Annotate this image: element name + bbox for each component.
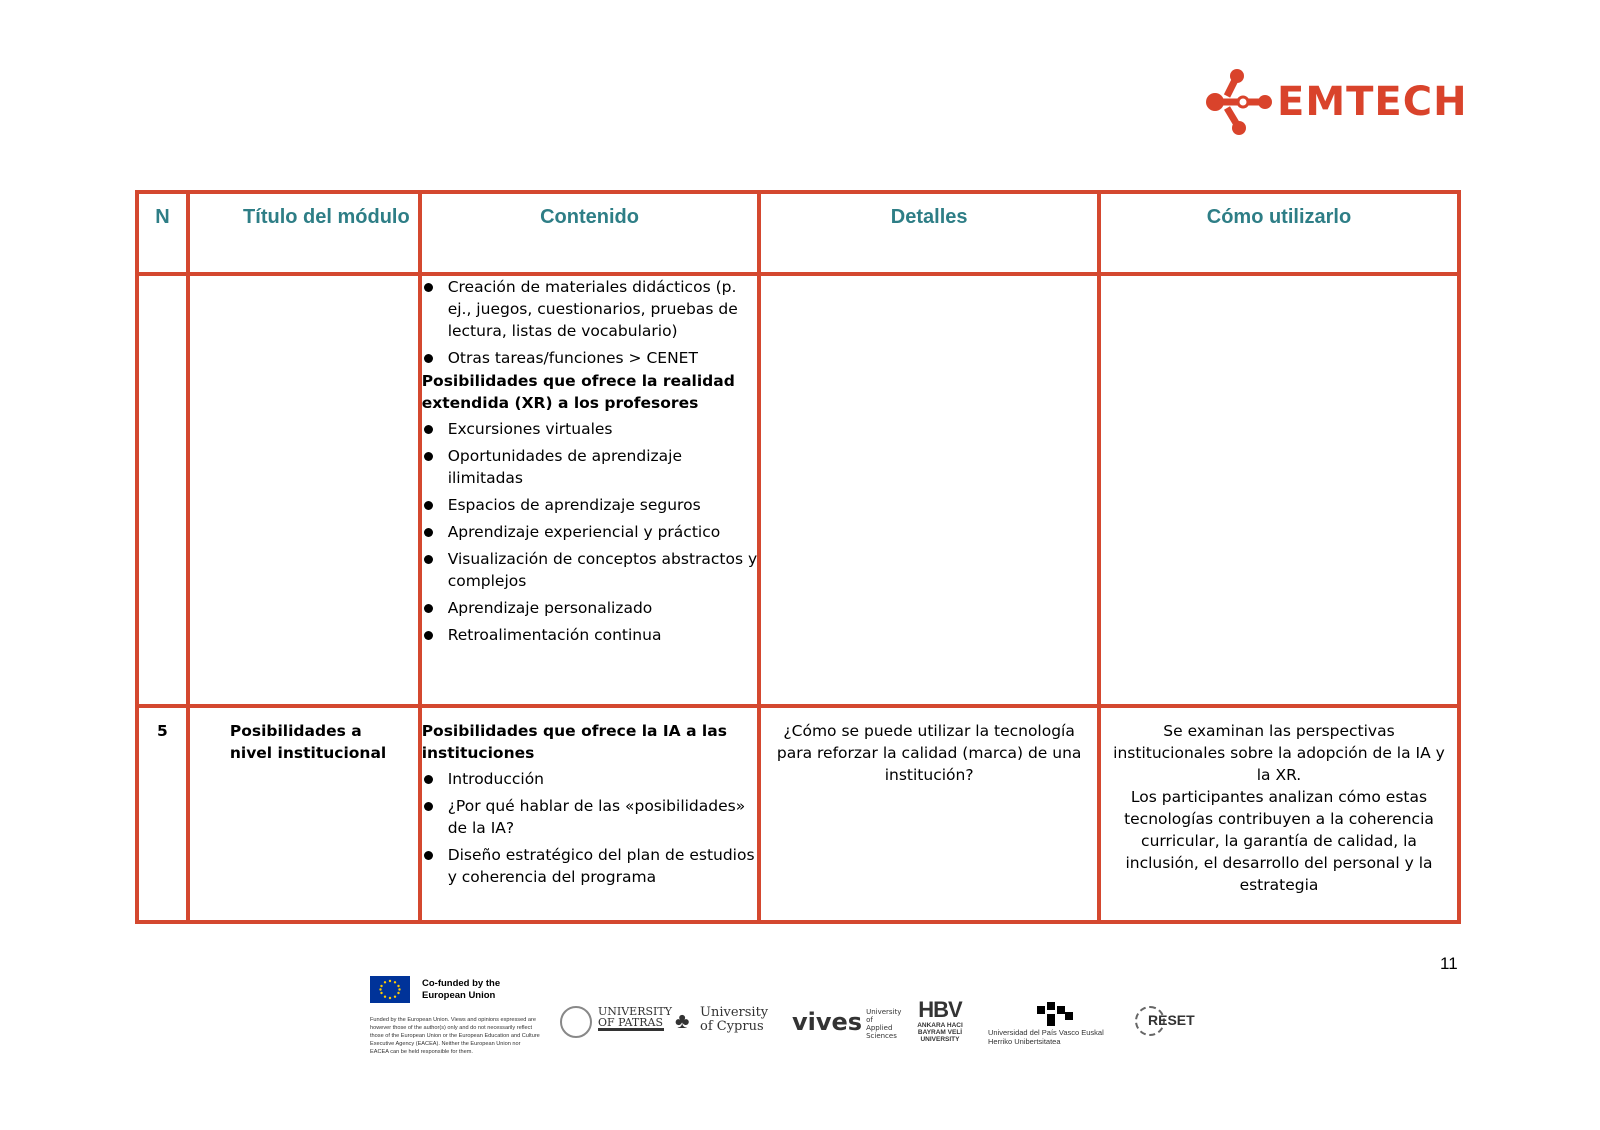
emtech-wordmark: EMTECH [1277,79,1468,125]
eu-flag-icon [370,976,410,1003]
content-subheading: Posibilidades que ofrece la realidad extendida (XR) a los profesores [421,372,735,412]
patras-seal-icon [560,1006,592,1038]
header-how-to-use: Cómo utilizarlo [1099,192,1459,274]
bullet-list [422,418,758,646]
cell-how [1099,274,1459,706]
list-item: Introducción [422,768,758,790]
eu-cofunded-text: Co-funded by the European Union [422,978,501,1001]
list-item: Creación de materiales didácticos (p. ej., juegos, cuestionarios, pruebas de lectura, listas de vocabulario) [422,276,758,342]
patras-logo-text: UNIVERSITY OF PATRAS [598,1005,672,1029]
cell-content [420,274,760,706]
ehu-logo-text: Universidad del País Vasco Euskal Herriko Unibertsitatea [988,1028,1104,1046]
list-item: Otras tareas/funciones > CENET [422,347,758,369]
vives-logo-text: vives [792,1008,863,1036]
list-item: Visualización de conceptos abstractos y complejos [422,548,758,592]
hbv-sub-text: ANKARA HACI BAYRAM VELİ UNIVERSITY [917,1022,963,1043]
cell-title: Posibilidades a nivel institucional [188,706,420,922]
cell-how [1099,706,1459,922]
cyprus-tree-icon: ♣ [675,1008,690,1033]
list-item: Excursiones virtuales [422,418,758,440]
cell-details [759,274,1099,706]
page-number: 11 [1440,954,1458,973]
cell-title [188,274,420,706]
list-item: Diseño estratégico del plan de estudios y coherencia del programa [422,844,758,888]
eu-disclaimer: Funded by the European Union. Views and opinions expressed are however those of the author(s) only and do not necessarily reflect those of the European Union or the European Education and Culture Executive Agency (EACEA). Neither the European Union nor EACEA can be held responsible for them. [370,1017,540,1055]
how-text-2: Los participantes analizan cómo estas tecnologías contribuyen a la coherencia curricular, la garantía de calidad, la inclusión, el desarrollo del personal y la estrategia [1124,788,1434,894]
how-text-1: Se examinan las perspectivas institucionales sobre la adopción de la IA y la XR. [1113,722,1445,784]
list-item: Espacios de aprendizaje seguros [422,494,758,516]
header-module-title-text: Título del módulo [243,206,410,228]
emtech-molecule-icon [1203,66,1275,138]
list-item: Retroalimentación continua [422,624,758,646]
ehu-tree-icon [1035,1002,1075,1026]
reset-logo-text: RESET [1148,1012,1195,1028]
table-header-row [137,192,1459,274]
header-n: N [137,192,188,274]
list-item: Aprendizaje personalizado [422,597,758,619]
hbv-mark: HBV [918,997,962,1022]
modules-table [135,190,1461,924]
content-subheading: Posibilidades que ofrece la IA a las instituciones [421,722,727,762]
cyprus-logo-text: University of Cyprus [700,1005,769,1034]
header-module-title [188,192,420,274]
table-row [137,274,1459,706]
footer-logos [370,976,1250,1066]
cell-n: 5 [137,706,188,922]
cell-content [420,706,760,922]
emtech-logo [1203,66,1468,138]
bullet-list [422,276,758,369]
header-details: Detalles [759,192,1099,274]
list-item: Aprendizaje experiencial y práctico [422,521,758,543]
vives-sub-text: University of Applied Sciences [866,1008,902,1040]
bullet-list [422,768,758,888]
vives-logo [792,1008,900,1040]
list-item: ¿Por qué hablar de las «posibilidades» de la IA? [422,795,758,839]
cell-details: ¿Cómo se puede utilizar la tecnología para reforzar la calidad (marca) de una institución? [759,706,1099,922]
hbv-logo [905,998,975,1043]
cell-n [137,274,188,706]
table-row [137,706,1459,922]
list-item: Oportunidades de aprendizaje ilimitadas [422,445,758,489]
header-content: Contenido [420,192,760,274]
